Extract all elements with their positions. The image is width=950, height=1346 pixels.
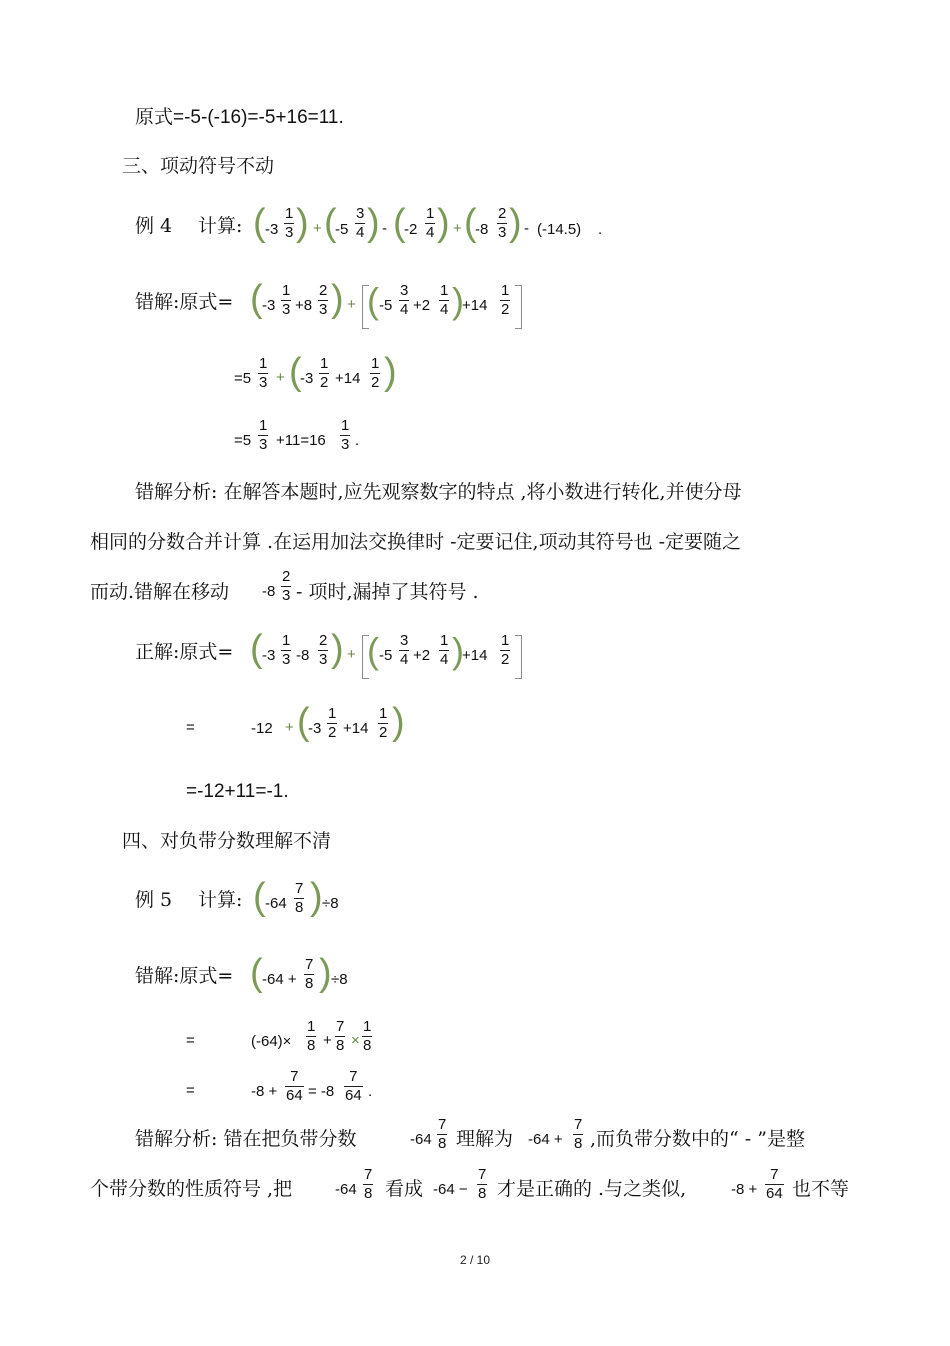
correct-solution-line-3: =-12+11=-1. (186, 781, 289, 802)
page-number: 2 / 10 (459, 1253, 491, 1267)
intro-equation: 原式=-5-(-16)=-5+16=11. (135, 107, 344, 128)
section-3-heading: 三、项动符号不动 (122, 155, 275, 177)
analysis-3-line-1: 错解分析: 在解答本题时,应先观察数字的特点 ,将小数进行转化,并使分母 (135, 481, 742, 503)
analysis-3-line-2: 相同的分数合并计算 .在运用加法交换律时 -定要记住,项动其符号也 -定要随之 (90, 531, 742, 553)
wrong-solution-4-label: 错解:原式= (135, 965, 234, 987)
example-4-label: 例 4 (135, 215, 173, 237)
example-5-prompt: 计算: (198, 889, 243, 911)
example-4-prompt: 计算: (198, 215, 243, 237)
section-4-heading: 四、对负带分数理解不清 (122, 830, 332, 852)
example-5-label: 例 5 (135, 889, 173, 911)
correct-solution-label: 正解:原式= (135, 641, 234, 663)
wrong-solution-label: 错解:原式= (135, 291, 234, 313)
document-page: 原式=-5-(-16)=-5+16=11. 三、项动符号不动 例 4 计算: ( -3 1 3 ) + ( -5 3 4 ) - ( -2 1 4 ) + ( -8 2 3 ) - (-14.5) . 错解:原式= ( -3 1 3 +8 2 3 ) + ( -5 3 4 +2 1 4 ) +14 1 2 =5 1 3 + ( -3 1 2 +14 1 2 ) =5 1 3 +11=16 1 3 . 错解分析: 在解答本题时,应先观察数字的特点 ,将小数进行转化,并使分母 相同的分数合并计算 .在运用加法交换律时 -定要记住,项动其符号也 -定要随之 而动.错解在移动 -8 2 3 - 项时,漏掉了其符号 . 正解:原式= ( -3 1 3 -8 2 3 ) + ( -5 3 4 +2 1 4 ) +14 1 2 = -12 + ( -3 1 2 +14 1 2 ) =-12+11=-1. 四、对负带分数理解不清 例 5 计算: ( -64 7 8 ) ÷8 错解:原式= ( -64 + 7 8 ) ÷8 = (-64)× 1 8 + 7 8 × 1 8 = -8 + 7 64 = -8 7 64 . 错解分析: 错在把负带分数 -64 7 8 理解为 -64 + 7 8 ,而负带分数中的“ - ”是整 个带分数的性质符号 ,把 -64 7 8 看成 -64 − 7 8 才是正确的 .与之类似, -8 + 7 64 也不等 2 / 10 (0, 0, 950, 1346)
